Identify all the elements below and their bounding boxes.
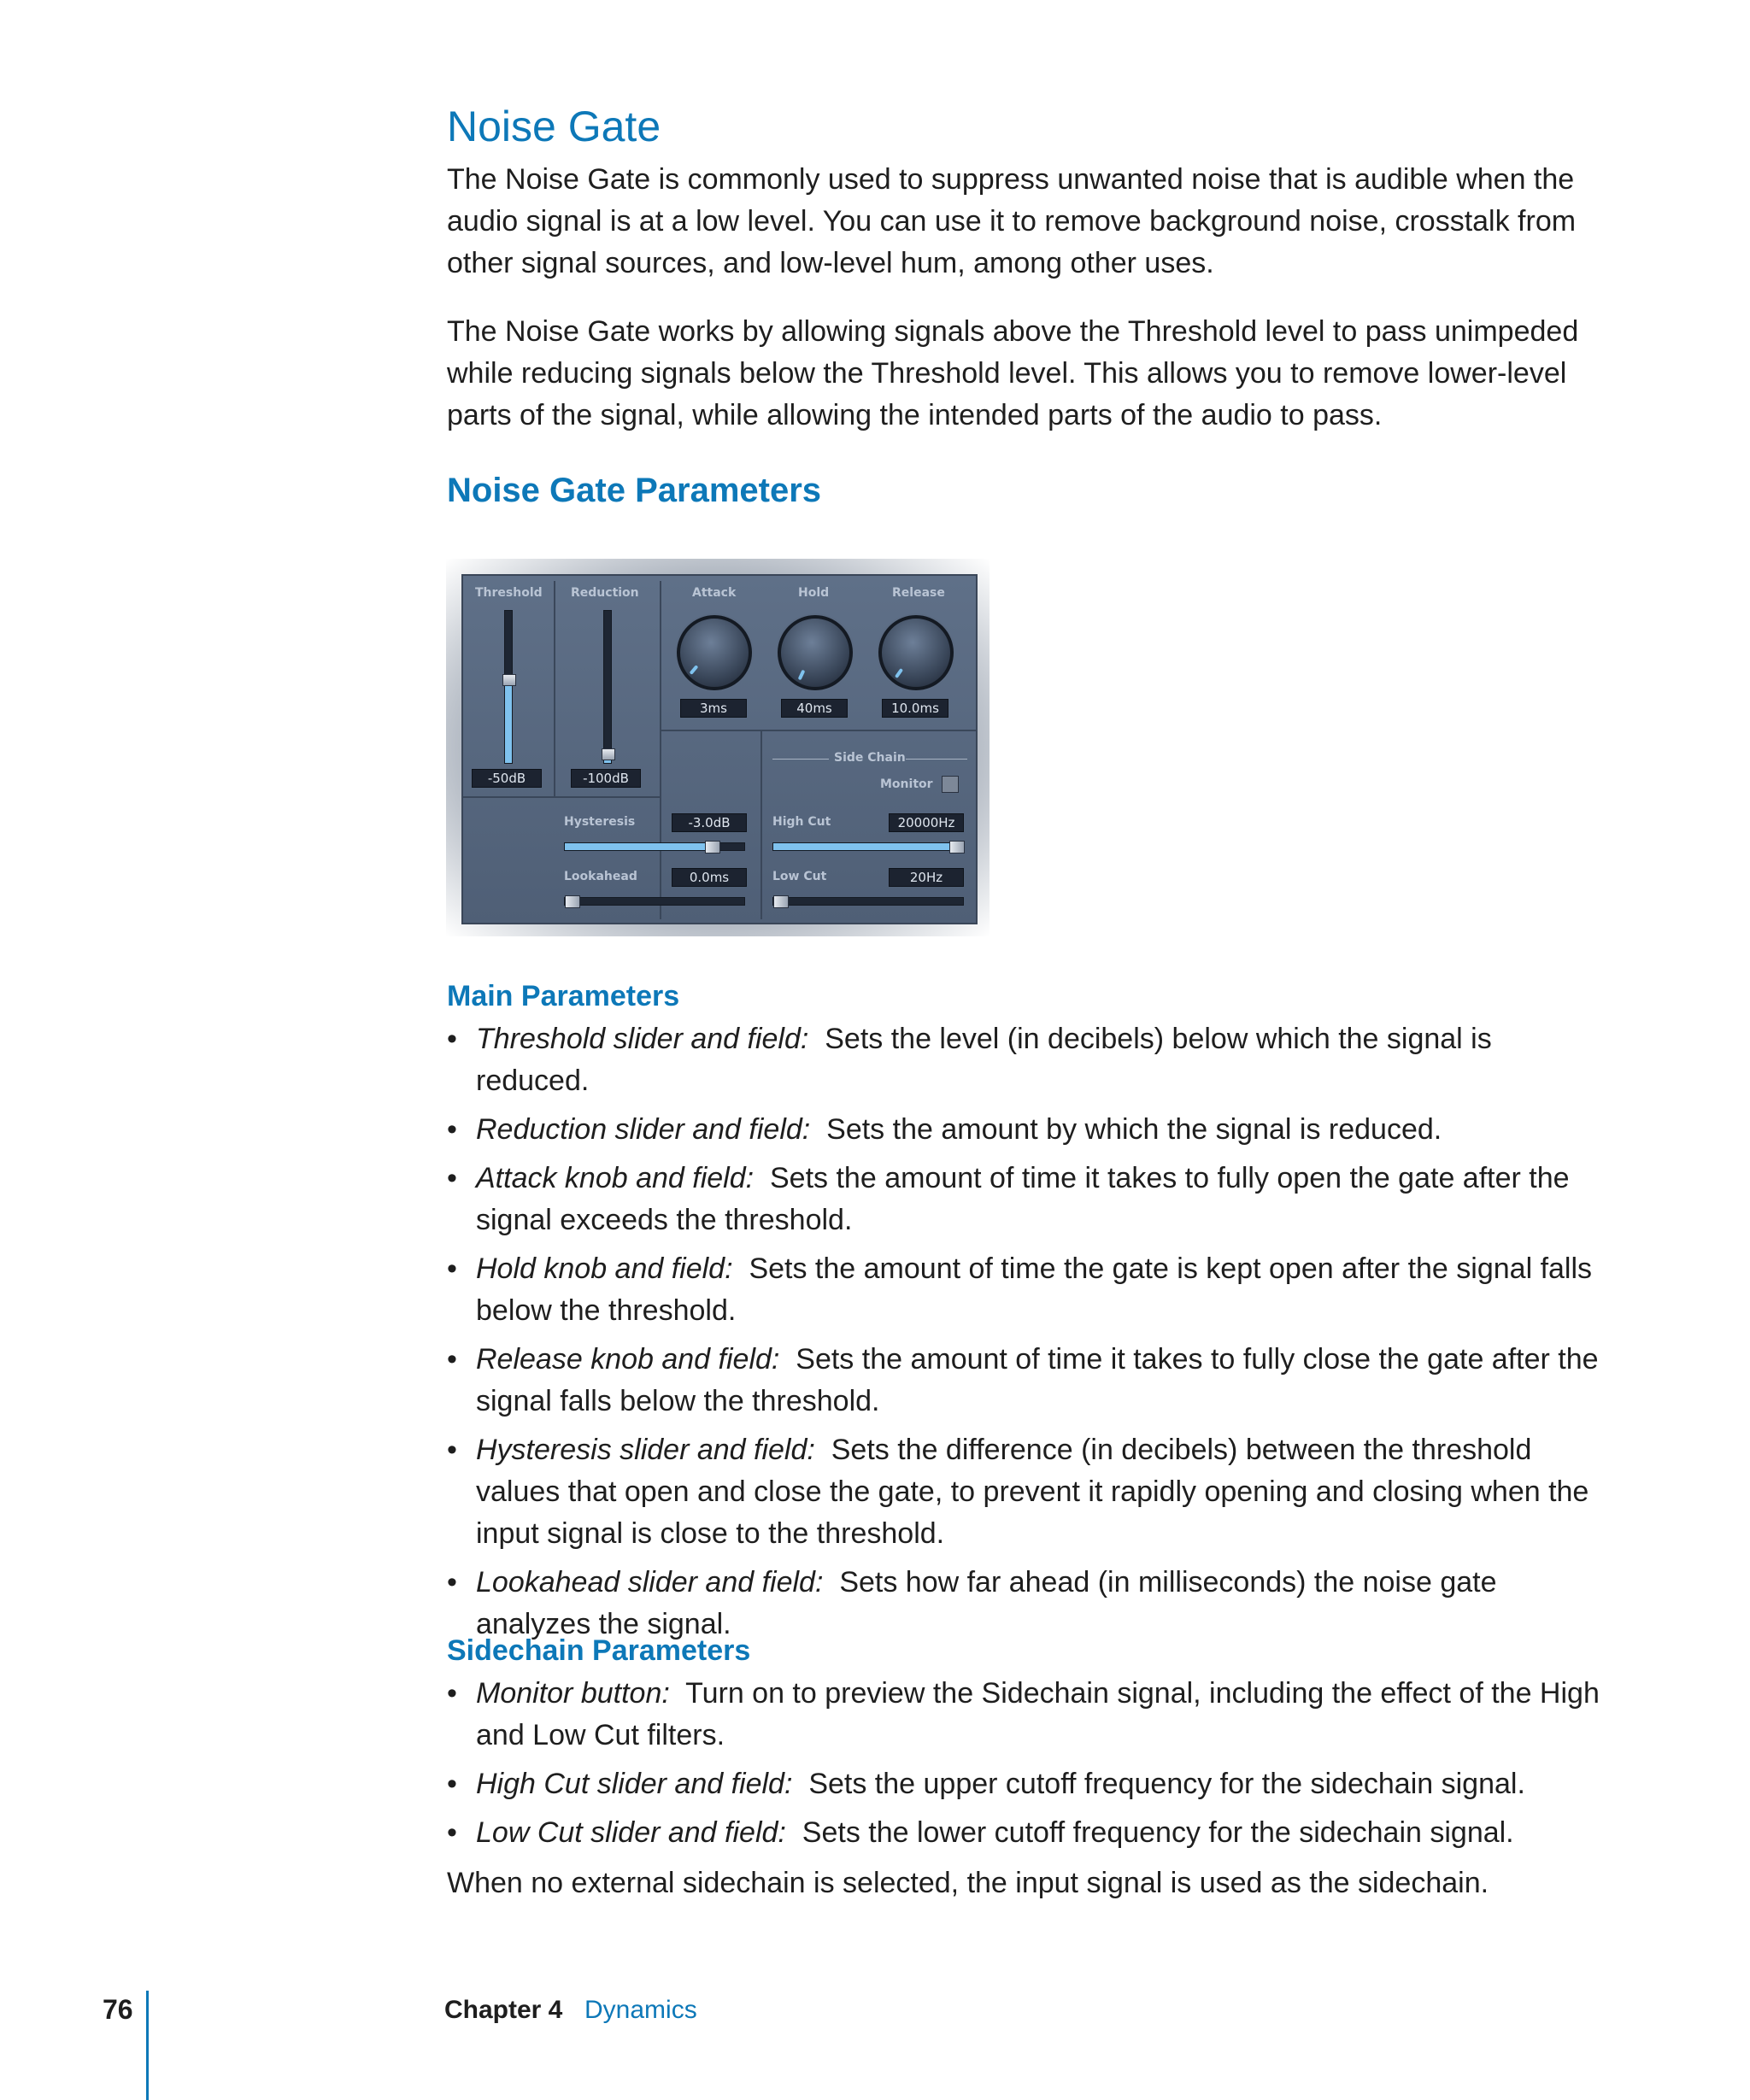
footer-rule — [146, 1991, 149, 2100]
noise-gate-panel — [461, 574, 978, 924]
term: Release knob and field: — [476, 1343, 780, 1376]
sidechain-parameters-list — [447, 1673, 1600, 1861]
attack-field[interactable]: 3ms — [680, 699, 747, 718]
release-knob[interactable] — [878, 615, 954, 690]
high-cut-field[interactable]: 20000Hz — [889, 813, 964, 832]
description: Sets the amount of time it takes to fully close the gate after the signal falls below the threshold. — [476, 1343, 1599, 1417]
hold-field[interactable]: 40ms — [781, 699, 848, 718]
term: Monitor button: — [476, 1677, 670, 1710]
separator — [660, 730, 976, 731]
lookahead-slider-thumb[interactable] — [565, 895, 580, 908]
main-parameters-heading: Main Parameters — [447, 980, 680, 1012]
side-chain-label: Side Chain — [834, 751, 906, 765]
monitor-label: Monitor — [880, 777, 933, 791]
reduction-slider[interactable] — [603, 610, 612, 764]
list-item: • Attack knob and field: Sets the amount of time it takes to fully open the gate after the signal exceeds the threshold. — [447, 1162, 1570, 1236]
reduction-label: Reduction — [571, 586, 639, 600]
separator — [463, 796, 660, 798]
chapter-label: Chapter 4 — [444, 1996, 563, 2024]
main-parameters-list — [447, 1018, 1600, 1652]
hysteresis-field[interactable]: -3.0dB — [672, 813, 747, 832]
side-chain-rule-right — [906, 759, 967, 760]
release-label: Release — [892, 586, 945, 600]
monitor-button[interactable] — [942, 776, 959, 793]
list-item: • Release knob and field: Sets the amount of time it takes to fully close the gate after the signal falls below the threshold. — [447, 1343, 1599, 1417]
list-item: • High Cut slider and field: Sets the upper cutoff frequency for the sidechain signal. — [447, 1768, 1525, 1800]
description: Turn on to preview the Sidechain signal, including the effect of the High and Low Cut filters. — [476, 1677, 1600, 1751]
description: Sets the lower cutoff frequency for the sidechain signal. — [802, 1816, 1514, 1849]
hold-knob-indicator — [798, 670, 806, 681]
list-item: • Lookahead slider and field: Sets how far ahead (in milliseconds) the noise gate analyzes the signal. — [447, 1566, 1497, 1640]
attack-knob[interactable] — [677, 615, 752, 690]
hysteresis-label: Hysteresis — [564, 815, 636, 829]
term: Threshold slider and field: — [476, 1023, 809, 1055]
chapter-name[interactable]: Dynamics — [584, 1996, 697, 2024]
hold-label: Hold — [798, 586, 830, 600]
high-cut-slider-thumb[interactable] — [949, 841, 965, 853]
release-field[interactable]: 10.0ms — [882, 699, 948, 718]
page-number: 76 — [103, 1994, 133, 2025]
low-cut-slider-thumb[interactable] — [773, 895, 789, 908]
description: Sets the upper cutoff frequency for the sidechain signal. — [808, 1768, 1525, 1800]
side-chain-rule-left — [772, 759, 829, 760]
list-item: • Reduction slider and field: Sets the amount by which the signal is reduced. — [447, 1113, 1442, 1146]
description: Sets the amount of time it takes to fully open the gate after the signal exceeds the threshold. — [476, 1162, 1570, 1236]
high-cut-slider[interactable] — [772, 842, 964, 851]
reduction-slider-thumb[interactable] — [602, 748, 615, 760]
low-cut-field[interactable]: 20Hz — [889, 868, 964, 887]
term: Attack knob and field: — [476, 1162, 755, 1194]
low-cut-label: Low Cut — [772, 870, 827, 883]
low-cut-slider[interactable] — [772, 897, 964, 906]
hysteresis-slider[interactable] — [564, 842, 745, 851]
list-item: • Hysteresis slider and field: Sets the difference (in decibels) between the threshold values that open and close the gate, to prevent it rapidly opening and closing when the input signal is close to the threshold. — [447, 1434, 1589, 1550]
description: Sets the difference (in decibels) between the threshold values that open and close the gate, to prevent it rapidly opening and closing when the input signal is close to the threshold. — [476, 1434, 1589, 1550]
threshold-field[interactable]: -50dB — [472, 769, 542, 788]
threshold-slider[interactable] — [504, 610, 513, 764]
separator — [660, 581, 661, 919]
description: Sets the amount by which the signal is reduced. — [826, 1113, 1442, 1146]
attack-knob-indicator — [690, 665, 699, 675]
threshold-label: Threshold — [475, 586, 543, 600]
description: Sets the level (in decibels) below which the signal is reduced. — [476, 1023, 1492, 1097]
lookahead-slider[interactable] — [564, 897, 745, 906]
threshold-slider-thumb[interactable] — [502, 674, 516, 686]
attack-label: Attack — [692, 586, 737, 600]
hold-knob[interactable] — [778, 615, 853, 690]
term: Reduction slider and field: — [476, 1113, 811, 1146]
list-item: • Monitor button: Turn on to preview the Sidechain signal, including the effect of the High and Low Cut filters. — [447, 1677, 1600, 1751]
lookahead-label: Lookahead — [564, 870, 637, 883]
parameters-heading: Noise Gate Parameters — [447, 472, 822, 509]
list-item: • Low Cut slider and field: Sets the lower cutoff frequency for the sidechain signal. — [447, 1816, 1514, 1849]
list-item: • Threshold slider and field: Sets the level (in decibels) below which the signal is reduced. — [447, 1023, 1492, 1097]
threshold-slider-fill — [505, 679, 512, 763]
term: Low Cut slider and field: — [476, 1816, 786, 1849]
term: Lookahead slider and field: — [476, 1566, 824, 1598]
separator — [554, 581, 555, 796]
description: Sets the amount of time the gate is kept open after the signal falls below the threshold. — [476, 1252, 1593, 1327]
lookahead-field[interactable]: 0.0ms — [672, 868, 747, 887]
hysteresis-slider-fill — [565, 843, 712, 850]
list-item: • Hold knob and field: Sets the amount of time the gate is kept open after the signal falls below the threshold. — [447, 1252, 1593, 1327]
intro-paragraph-1: The Noise Gate is commonly used to suppress unwanted noise that is audible when the audio signal is at a low level. You can use it to remove background noise, crosstalk from other signal sources, and low-level hum, among other uses. — [447, 163, 1577, 279]
term: Hold knob and field: — [476, 1252, 733, 1285]
intro-paragraph-2: The Noise Gate works by allowing signals above the Threshold level to pass unimpeded while reducing signals below the Threshold level. This allows you to remove lower-level parts of the signal, while allowing the intended parts of the audio to pass. — [447, 315, 1579, 431]
release-knob-indicator — [895, 668, 903, 678]
hysteresis-slider-thumb[interactable] — [705, 841, 720, 853]
high-cut-label: High Cut — [772, 815, 831, 829]
reduction-field[interactable]: -100dB — [571, 769, 641, 788]
separator — [760, 730, 762, 919]
term: Hysteresis slider and field: — [476, 1434, 815, 1466]
description: Sets how far ahead (in milliseconds) the noise gate analyzes the signal. — [476, 1566, 1497, 1640]
sidechain-parameters-heading: Sidechain Parameters — [447, 1634, 751, 1667]
page-title: Noise Gate — [447, 103, 661, 150]
closing-paragraph: When no external sidechain is selected, the input signal is used as the sidechain. — [447, 1867, 1489, 1899]
high-cut-slider-fill — [773, 843, 957, 850]
term: High Cut slider and field: — [476, 1768, 793, 1800]
